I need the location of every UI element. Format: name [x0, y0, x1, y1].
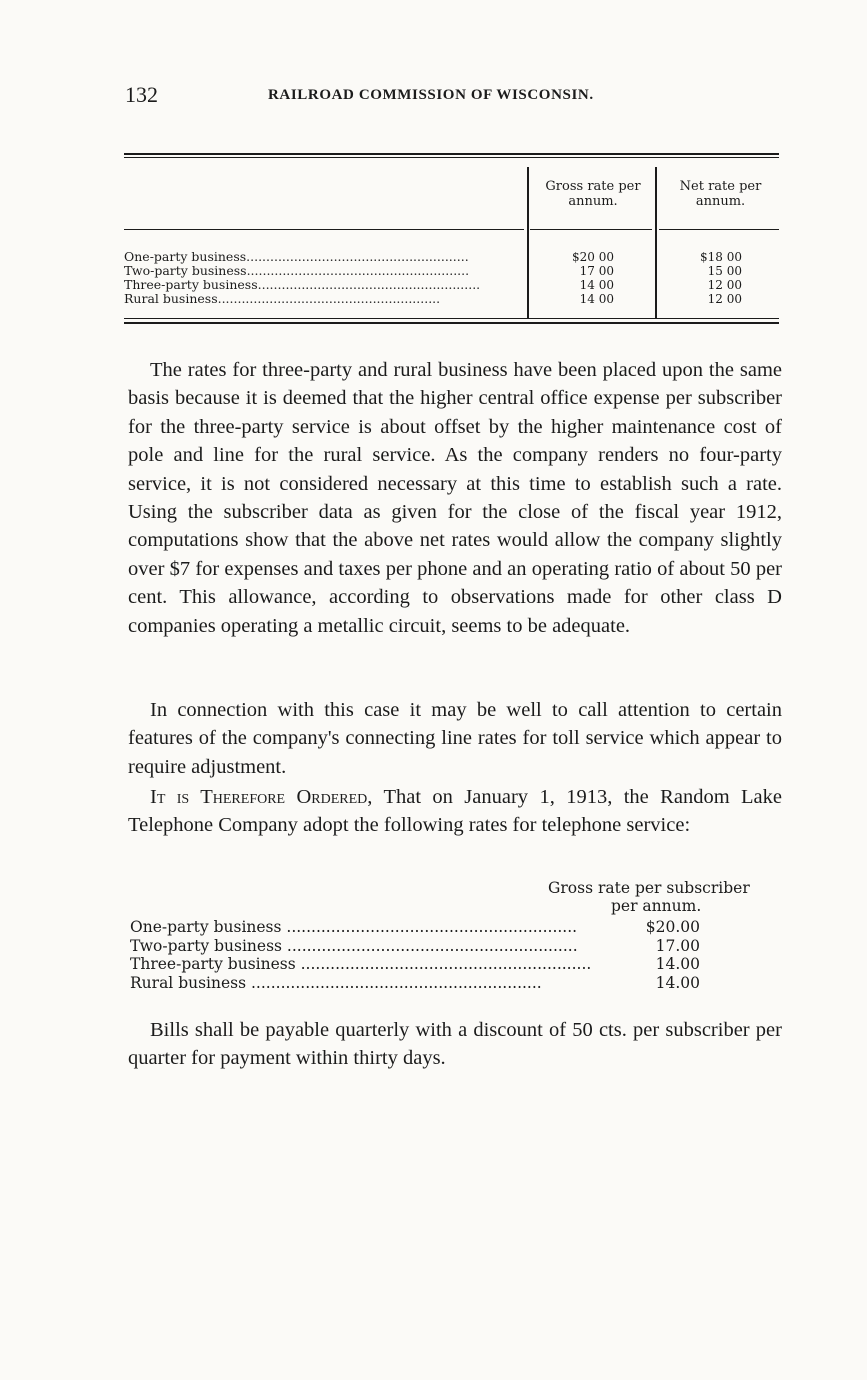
table-bottom-rule: [124, 322, 779, 324]
net-cell: 15 00: [707, 264, 742, 278]
rate-row-amount: 17.00: [655, 936, 700, 955]
rate-row-label: Two-party business ...........................................................: [130, 936, 578, 955]
table-bottom-rule-thin: [124, 318, 779, 319]
table-header-rule-2: [530, 229, 652, 230]
rate-row: [130, 937, 700, 956]
row-labels: [124, 250, 524, 306]
net-cell: 12 00: [707, 278, 742, 292]
rate-row: [130, 955, 700, 974]
gross-cell: 14 00: [579, 278, 614, 292]
paragraph-4: Bills shall be payable quarterly with a discount of 50 cts. per subscriber per quarter for payment within thirty days.: [128, 1019, 782, 1070]
gross-cell: 14 00: [579, 292, 614, 306]
table-divider-1: [527, 167, 529, 319]
column-header-net: Net rate per annum.: [679, 179, 762, 209]
table-header-rule-1: [124, 229, 524, 230]
table-top-rule: [124, 153, 779, 155]
rate-header-line-1: Gross rate per subscriber: [548, 879, 750, 897]
rate-row-amount: $20.00: [645, 918, 700, 936]
paragraph-2: In connection with this case it may be well to call attention to certain features of the company's connecting line rates for toll service which appear to require adjustment.: [128, 699, 782, 778]
rate-row-amount: 14.00: [655, 955, 700, 973]
rate-list-header: [548, 879, 750, 915]
page-number: 132: [125, 82, 158, 107]
gross-values: [554, 250, 614, 306]
table-row-label: One-party business........................................................: [124, 250, 469, 264]
rate-row: [130, 918, 700, 937]
order-lead: It is Therefore Ordered,: [150, 786, 373, 808]
rate-row-label: Rural business ...........................................................: [130, 973, 542, 992]
net-values: [682, 250, 742, 306]
rate-row: [130, 974, 700, 993]
rate-row-label: One-party business ...........................................................: [130, 918, 578, 936]
rate-row-amount: 14.00: [655, 973, 700, 992]
rates-table: [124, 153, 779, 325]
gross-cell: 17 00: [579, 264, 614, 278]
table-top-rule-thin: [124, 157, 779, 158]
gross-cell: $20 00: [572, 250, 614, 264]
paragraph-3: [128, 783, 782, 840]
rate-header-line-2: per annum.: [611, 897, 702, 915]
order-text: That on January 1, 1913, the Random Lake Telephone Company adopt the following rates for telephone service:: [128, 786, 783, 837]
table-row-label: Two-party business........................................................: [124, 264, 470, 278]
rate-row-label: Three-party business ...........................................................: [130, 955, 592, 973]
table-header-rule-3: [659, 229, 779, 230]
table-divider-2: [655, 167, 657, 319]
column-header-gross: Gross rate per annum.: [545, 179, 641, 209]
net-cell: 12 00: [707, 292, 742, 306]
ordered-rate-list: [130, 918, 700, 992]
running-title: RAILROAD COMMISSION OF WISCONSIN.: [268, 87, 594, 103]
table-row-label: Rural business........................................................: [124, 292, 441, 306]
paragraph-1: The rates for three-party and rural business have been placed upon the same basis because it is deemed that the higher central office expense per subscriber for the three-party service is about offset by the higher maintenance cost of pole and line for the rural service. As the company renders no four-party service, it is not considered necessary at this time to establish such a rate. Using the subscriber data as given for the close of the fiscal year 1912, computations show that the above net rates would allow the company slightly over $7 for expenses and taxes per phone and an operating ratio of about 50 per cent. This allowance, according to observations made for other class D companies operating a metallic circuit, seems to be adequate.: [128, 359, 782, 637]
table-row-label: Three-party business........................................................: [124, 278, 481, 292]
net-cell: $18 00: [700, 250, 742, 264]
